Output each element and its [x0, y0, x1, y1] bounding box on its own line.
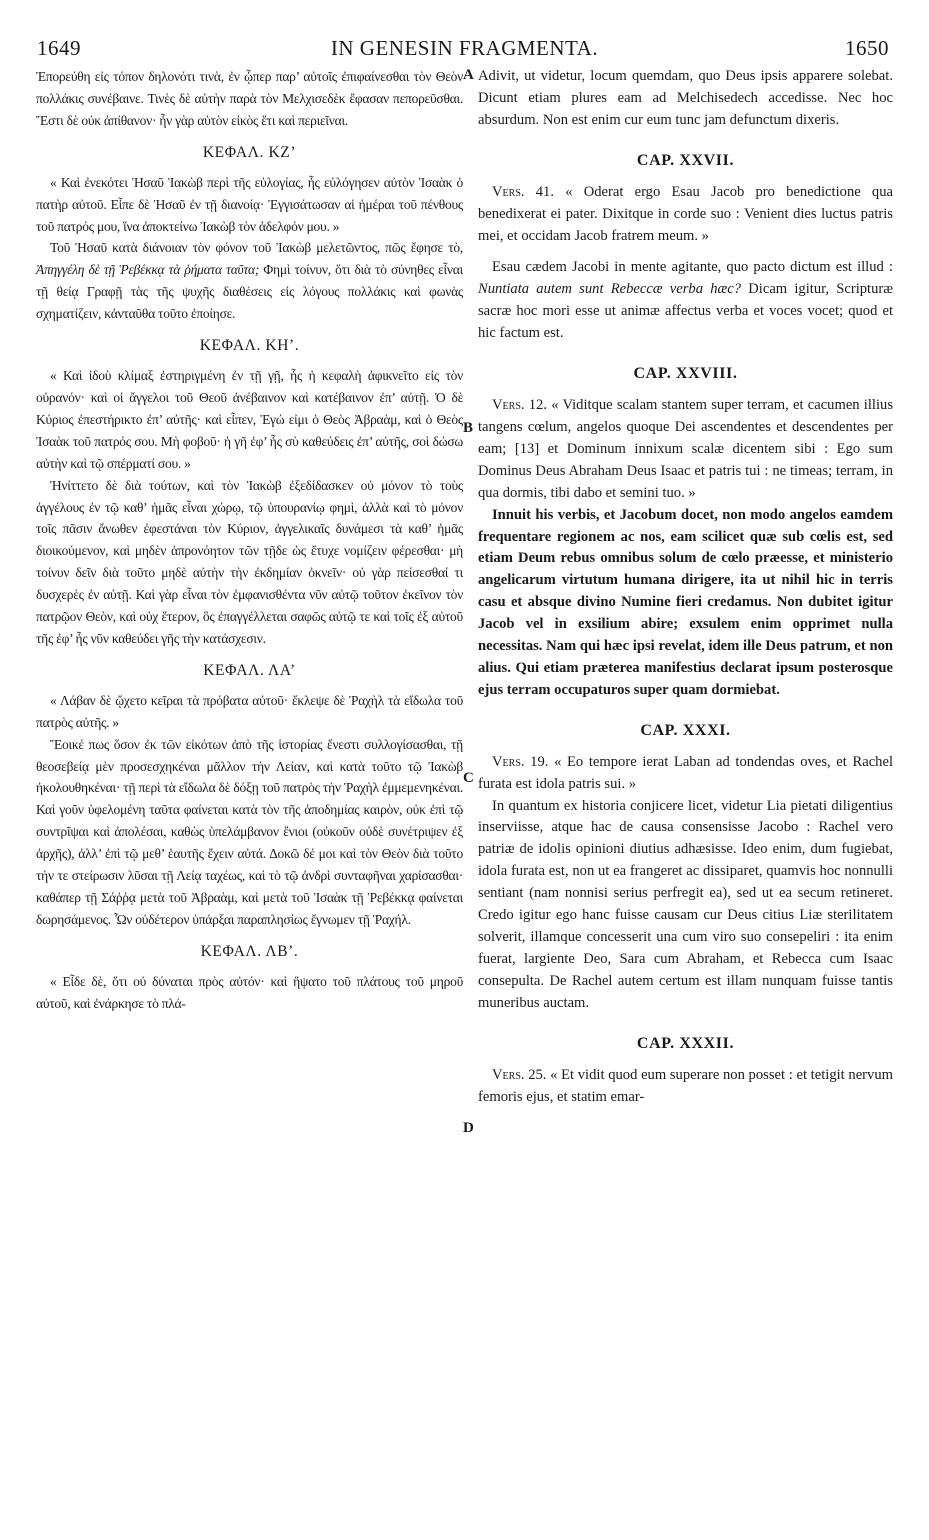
latin-verse — [478, 395, 893, 505]
latin-verse — [478, 752, 893, 796]
latin-commentary: Innuit his verbis, et Jacobum docet, non modo angelos eamdem frequentare regionem ac nos, eam scilicet quæ sub cœlis est, sed etiam Deum rebus omnibus solum de cœlo præesse, et ministerio angelicarum virtutum humana dirigere, ita ut nihil hic in terris casu et absque divino Numine fieri credamus. Non dubitet igitur Jacob vel in exsilium abire; exsulem enim opprimet nulla necessitas. Nam qui hæc ipsi revelat, idem ille Deus patrum, et non alius. Qui etiam præterea manifestius declarat ipsum posterosque ejus terram occupaturos super quam dormiebat. — [478, 506, 893, 698]
section-marker-d: D — [463, 1120, 474, 1136]
verse-label: Vers. 12. — [492, 397, 547, 414]
latin-verse — [478, 1065, 893, 1109]
latin-commentary — [478, 257, 893, 345]
verse-label: Vers. 41. — [492, 183, 554, 200]
section-marker-a: A — [463, 67, 474, 83]
verse-text: « Eo tempore ierat Laban ad tondendas oves, et Rachel furata est idola patris sui. » — [478, 753, 893, 792]
latin-commentary: In quantum ex historia conjicere licet, videtur Lia pietati diligentius inserviisse, atque hac de causa consensisse Jacobo : Rachel vero patriæ de idolis opinioni diutius adhæsisse. Ideo enim, dum fugiebat, idola furata est, non ut ea frangeret ac dissiparet, quamvis hoc nonnulli sentiant (nam nonnisi serius perfregit ea), sed ut ea secum retineret. Credo igitur ego hanc fuisse causam cur Deus citius Liæ sterilitatem solverit, illamque concesserit una cum viro suo consepeliri : ita enim fuerat, largiente Deo, Sara cum Abraham, et Rebecca cum Isaac consepulta. De Rachel autem certum est illam nunquam fuisse tantis muneribus auctam. — [478, 797, 893, 1011]
verse-label: Vers. 25. — [492, 1066, 547, 1083]
verse-text: « Oderat ergo Esau Jacob pro benedictione qua benedixerat ei pater. Dixitque in corde suo : Venient dies luctus patris mei, et occidam Jacob fratrem meum. » — [478, 183, 893, 244]
verse-label: Vers. 19. — [492, 753, 549, 770]
greek-scripture-quote: « Καὶ ἐνεκότει Ἡσαῦ Ἰακὼβ περὶ τῆς εὐλογίας, ἧς εὐλόγησεν αὐτὸν Ἰσαὰκ ὁ πατὴρ αὐτοῦ. Εἶπε δὲ Ἡσαῦ ἐν τῇ διανοίᾳ· Ἐγγισάτωσαν αἱ ἡμέραι τοῦ πένθους τοῦ πατρός μου, ἵνα ἀποκτείνω Ἰακὼβ τὸν ἀδελφόν μου. » — [36, 174, 463, 234]
greek-text: Τοῦ Ἡσαῦ κατὰ διάνοιαν τὸν φόνον τοῦ Ἰακὼβ μελετῶντος, πῶς ἔφησε τὸ, — [50, 240, 463, 256]
greek-commentary: Ἔοικέ πως ὅσον ἐκ τῶν εἰκότων ἀπὸ τῆς ἱστορίας ἔνεστι συλλογίσασθαι, τῇ θεοσεβείᾳ μὲν προσεσχηκέναι μᾶλλον τὴν Λείαν, καὶ κατὰ τοῦτο τῷ Ἰακὼβ ἠκολουθηκέναι· τῇ περὶ τὰ εἴδωλα δὲ δόξῃ τοῦ πατρὸς τὴν Ῥαχὴλ ἐμμεμενηκέναι. Καὶ γοῦν ὑφελομένη ταῦτα φαίνεται κατὰ τὸν τῆς ἀποδημίας καιρὸν, οὐκ ἐπὶ τῷ συντρῖψαι καὶ ἀπολέσαι, καθὼς ὑπελάμβανον ἔνιοι (οὐκοῦν οὐδὲ συνέτριψεν ἐξ ἀρχῆς), ἀλλ’ ἐπὶ τῷ μεθ’ ἑαυτῆς ἔχειν αὐτά. Δοκῶ δέ μοι καὶ τὸν Θεὸν διὰ τοῦτο τήν τε στείρωσιν λῦσαι τῇ Λείᾳ ταχέως, καὶ τὸ τῷ ἀνδρὶ συνταφῆναι χαρίσασθαι· καθάπερ τῇ Σάῤῥᾳ μετὰ τοῦ Ἀβραὰμ, καὶ μετὰ τοῦ Ἰσαὰκ τῇ Ῥεβέκκᾳ φαίνεται δωρησάμενος. Ὧν οὐδέτερον ὑπάρξαι παραπλησίως ἔγνωμεν τῇ Ῥαχήλ. — [36, 736, 463, 927]
greek-commentary — [36, 237, 463, 325]
greek-text: Φημὶ τοίνυν, ὅτι διὰ τὸ σύνηθες εἶναι τῇ θείᾳ Γραφῇ τὰς τῆς ψυχῆς διαθέσεις εἰς λόγους πολλάκις καὶ φωνὰς σχηματίζειν, κἀνταῦθα τοῦτο ἐποίησε. — [36, 262, 463, 322]
greek-scripture-quote: « Καὶ ἰδοὺ κλίμαξ ἐστηριγμένη ἐν τῇ γῇ, ἧς ἡ κεφαλὴ ἀφικνεῖτο εἰς τὸν οὐρανόν· καὶ οἱ ἄγγελοι τοῦ Θεοῦ ἀνέβαινον καὶ κατέβαινον ἐπ’ αὐτῇ. Ὁ δὲ Κύριος ἐπεστήρικτο ἐπ’ αὐτῆς· καὶ εἶπεν, Ἐγώ εἰμι ὁ Θεὸς Ἀβραὰμ, καὶ ὁ Θεὸς Ἰσαὰκ τοῦ πατρός σου. Μὴ φοβοῦ· ἡ γῆ ἐφ’ ἧς σὺ καθεύδεις ἐπ’ αὐτῆς, σοὶ δώσω αὐτὴν καὶ τῷ σπέρματί σου. » — [36, 368, 463, 471]
greek-chapter-heading: ΚΕΦΑΛ. ΚΖ’ — [202, 143, 297, 161]
running-title: IN GENESIN FRAGMENTA. — [330, 36, 599, 60]
latin-chapter-heading: CAP. XXXII. — [636, 1034, 735, 1052]
verse-text: « Et vidit quod eum superare non posset : et tetigit nervum femoris ejus, et statim emar- — [478, 1066, 893, 1105]
latin-verse — [478, 182, 893, 248]
latin-quoted-text: Nuntiata autem sunt Rebeccæ verba hæc? — [478, 281, 742, 298]
latin-text: Esau cædem Jacobi in mente agitante, quo pacto dictum est illud : — [492, 259, 893, 276]
greek-scripture-quote: « Εἶδε δὲ, ὅτι οὐ δύναται πρὸς αὐτόν· καὶ ἥψατο τοῦ πλάτους τοῦ μηροῦ αὐτοῦ, καὶ ἐνάρκησε τὸ πλά- — [36, 973, 463, 1011]
verse-text: « Viditque scalam stantem super terram, et cacumen illius tangens cœlum, angelos quoque Dei ascendentes et descendentes per eam; [13] et Dominum innixum scalæ dicentem sibi : Ego sum Dominus Deus Abraham Deus Isaac et patris tui : ne timeas; terram, in qua dormis, tibi dabo et semini tuo. » — [478, 397, 893, 501]
latin-column — [478, 66, 893, 1532]
page-number-left: 1649 — [37, 36, 81, 60]
latin-chapter-heading: CAP. XXXI. — [640, 721, 731, 739]
greek-chapter-heading: ΚΕΦΑΛ. ΛΑ’ — [203, 661, 296, 679]
greek-commentary: Ἠνίττετο δὲ διὰ τούτων, καὶ τὸν Ἰακὼβ ἐξεδίδασκεν οὐ μόνον τὸ τοὺς ἀγγέλους ἐν τῷ καθ’ ἡμᾶς εἶναι χώρῳ, τῷ ὑπουρανίῳ φημὶ, ἀλλὰ καὶ τὸ μόνον τοῖς πᾶσιν ἄνωθεν ἐφεστάναι τὸν Κύριον, ἀγγελικαῖς δυνάμεσι τὰ καθ’ ἡμᾶς διοικούμενον, καὶ μηδὲν ἀπρονόητον τῶν τῇδε ὡς ἔτυχε νομίζειν φέρεσθαι· μὴ τοίνυν δεῖν διὰ τοῦτο μηδὲ αὐτὴν τὴν ἐκδημίαν ὀκνεῖν· οὐ γὰρ πείσεσθαί τι δυσχερὲς ἐν αὐτῇ. Καὶ γὰρ εἶναι τὸν ἐμφανισθέντα νῦν αὐτῷ τοῦτον ἐκεῖνον τὸν πατρῷον Θεὸν, καὶ οὐχ ἕτερον, ὃς ἐπαγγέλλεται σαφῶς αὐτῷ τε καὶ τοῖς ἐξ αὐτοῦ τῆς ἐφ’ ἧς νῦν καθεύδει γῆς τὴν κατάσχεσιν. — [36, 477, 463, 646]
greek-quoted-text: Ἀπηγγέλη δὲ τῇ Ῥεβέκκᾳ τὰ ῥήματα ταῦτα; — [36, 262, 260, 278]
latin-chapter-heading: CAP. XXVIII. — [633, 365, 738, 383]
greek-chapter-heading: ΚΕΦΑΛ. ΚΗ’. — [199, 337, 300, 355]
greek-chapter-heading: ΚΕΦΑΛ. ΛΒ’. — [200, 942, 299, 960]
section-marker-b: B — [463, 420, 474, 436]
latin-paragraph: Adivit, ut videtur, locum quemdam, quo Deus ipsis apparere solebat. Dicunt etiam plures eam ad Melchisedech accedisse. Nec hoc absurdum. Non est enim cur eum tunc jam defunctum dixeris. — [478, 68, 893, 128]
page-number-right: 1650 — [845, 36, 889, 60]
greek-column — [36, 66, 463, 1532]
section-marker-c: C — [463, 770, 474, 786]
greek-paragraph: Ἐπορεύθη εἰς τόπον δηλονότι τινὰ, ἐν ᾧπερ παρ’ αὐτοῖς ἐπιφαίνεσθαι τὸν Θεὸν πολλάκις συνέβαινε. Τινὲς δὲ αὐτὴν παρὰ τὸν Μελχισεδὲκ ἔφασαν πεπορεῦσθαι. Ἔστι δὲ οὐκ ἀπίθανον· ἦν γὰρ αὐτὸν εἰκὸς ἔτι καὶ περιεῖναι. — [36, 69, 463, 128]
latin-chapter-heading: CAP. XXVII. — [636, 151, 735, 169]
greek-scripture-quote: « Λάβαν δὲ ᾤχετο κεῖραι τὰ πρόβατα αὐτοῦ· ἔκλεψε δὲ Ῥαχὴλ τὰ εἴδωλα τοῦ πατρὸς αὐτῆς. » — [36, 692, 463, 730]
latin-text: Dicam igitur, Scripturæ sacræ hoc mori esse ut animæ affectus verba et voces vocet; quod et hic factum est. — [478, 281, 893, 342]
